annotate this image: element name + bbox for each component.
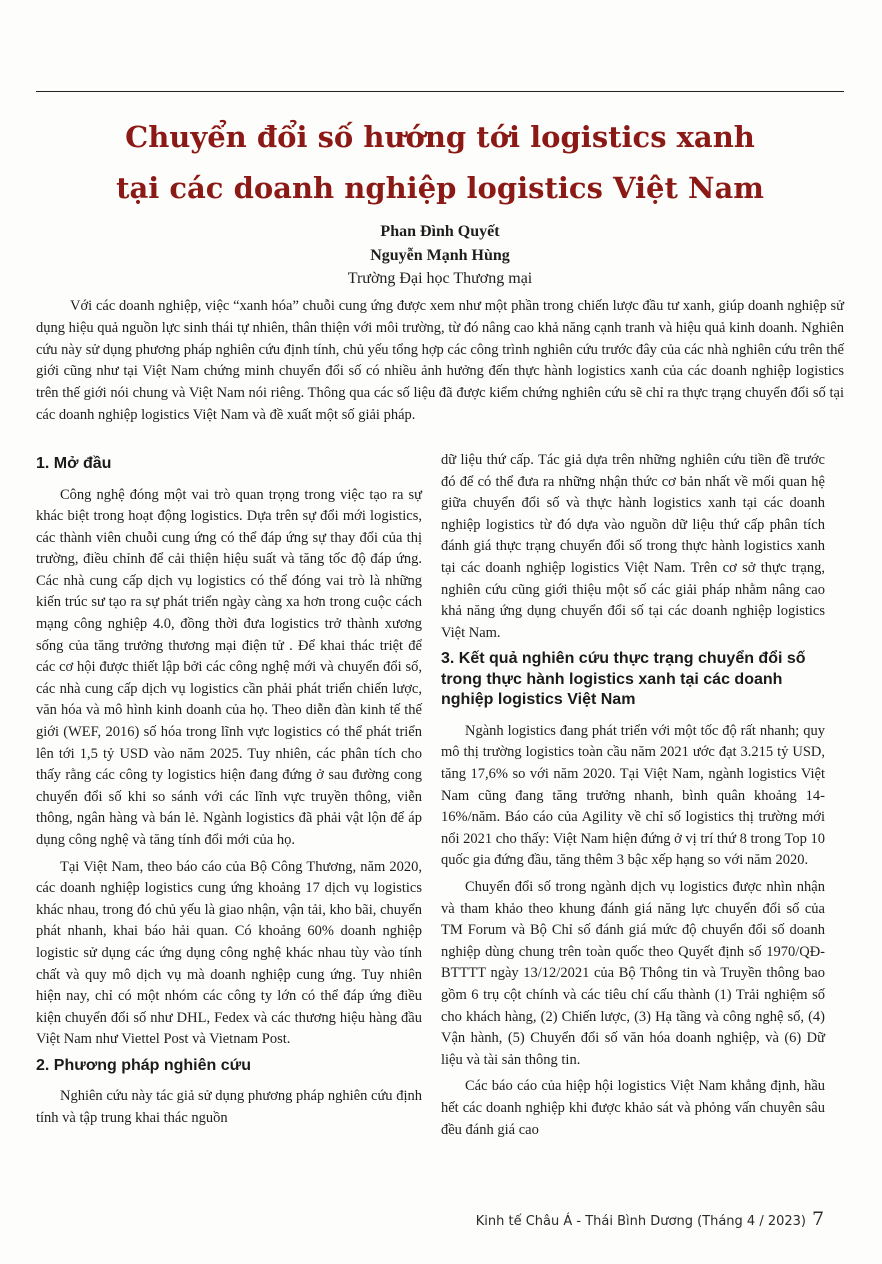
- section-3-paragraph-3: Các báo cáo của hiệp hội logistics Việt Nam khẳng định, hầu hết các doanh nghiệp khi được khảo sát và phỏng vấn chuyên sâu đều đánh giá cao: [441, 1078, 825, 1138]
- section-3-paragraph-1: Ngành logistics đang phát triển với một tốc độ rất nhanh; quy mô thị trường logistics toàn cầu năm 2021 ước đạt 3.215 tỷ USD, tăng 17,6% so với năm 2020. Tại Việt Nam, ngành logistics Việt Nam cũng đang tăng trưởng nhanh, bình quân khoảng 14-16%/năm. Báo cáo của Agility về chỉ số logistics thị trường mới nổi 2021 cho thấy: Việt Nam hiện đứng ở vị trí thứ 8 trong Top 10 quốc gia đứng đầu, tăng thêm 3 bậc xếp hạng so với năm 2020.: [441, 722, 825, 869]
- page-number: 7: [812, 1208, 825, 1230]
- section-2-paragraph-1-continued: dữ liệu thứ cấp. Tác giả dựa trên những nghiên cứu tiền đề trước đó để có thể đưa ra những nhận thức cơ bản nhất về mối quan hệ giữa chuyển đổi số và thực hành logistics xanh tại các doanh nghiệp logistics từ đó dựa vào nguồn dữ liệu thứ cấp phân tích đánh giá thực trạng chuyển đổi số trong thực hành logistics xanh tại các doanh nghiệp logistics Việt Nam. Trên cơ sở thực trạng, nghiên cứu cũng giới thiệu một số các giải pháp nhằm nâng cao khả năng ứng dụng chuyển đổi số tại các doanh nghiệp logistics Việt Nam.: [441, 452, 825, 641]
- author-2: Nguyễn Mạnh Hùng: [370, 247, 510, 264]
- top-rule: [36, 91, 844, 92]
- section-3-paragraph-2: Chuyển đổi số trong ngành dịch vụ logistics được nhìn nhận và tham khảo theo khung đánh giá năng lực chuyển đổi số của TM Forum và Bộ Chỉ số đánh giá mức độ chuyển đổi số doanh nghiệp dùng chung trên toàn quốc theo Quyết định số 1970/QĐ-BTTTT ngày 13/12/2021 của Bộ Thông tin và Truyền thông bao gồm 6 trụ cột chính và các tiêu chí cấu thành (1) Trải nghiệm số cho khách hàng, (2) Chiến lược, (3) Hạ tầng và công nghệ số, (4) Vận hành, (5) Chuyển đổi số văn hóa doanh nghiệp, và (6) Dữ liệu và tài sản thông tin.: [441, 879, 825, 1068]
- author-1: Phan Đình Quyết: [380, 223, 500, 240]
- left-column: [36, 450, 422, 1135]
- section-2-paragraph-1: Nghiên cứu này tác giả sử dụng phương pháp nghiên cứu định tính và tập trung khai thác nguồn: [36, 1088, 422, 1127]
- section-1-paragraph-1: Công nghệ đóng một vai trò quan trọng trong việc tạo ra sự khác biệt trong hoạt động logistics. Dựa trên sự đổi mới logistics, các thành viên chuỗi cung ứng có thể đáp ứng sự thay đổi của thị trường, điều chỉnh để cải thiện hiệu suất và tăng tốc độ đáp ứng. Các nhà cung cấp dịch vụ logistics có thể đóng vai trò là những kiến trúc sư tạo ra sự phát triển ngày càng xa hơn trong cuộc cách mạng công nghiệp 4.0, đồng thời đưa logistics trở thành xương sống của tăng trưởng thương mại điện tử . Để khai thác triệt để các cơ hội được thiết lập bởi các công nghệ mới và chuyển đổi số, các nhà cung cấp dịch vụ logistics cần phải phát triển chiến lược, văn hóa và mô hình kinh doanh của họ. Theo diễn đàn kinh tế thế giới (WEF, 2016) số hóa trong lĩnh vực logistics có thể phát triển lên tới 1,5 tỷ USD vào năm 2025. Tuy nhiên, các phân tích cho thấy rằng các công ty logistics hiện đang đứng ở sau đường cong chuyển đổi số khi so sánh với các lĩnh vực truyền thông, viễn thông, ngân hàng và bán lẻ. Ngành logistics đã phải vật lộn để áp dụng công nghệ và tăng tính đổi mới của họ.: [36, 486, 422, 848]
- article-title-line-2: tại các doanh nghiệp logistics Việt Nam: [116, 171, 764, 205]
- section-3-heading: 3. Kết quả nghiên cứu thực trạng chuyển đổi số trong thực hành logistics xanh tại các doanh nghiệp logistics Việt Nam: [441, 650, 806, 709]
- abstract: Với các doanh nghiệp, việc “xanh hóa” chuỗi cung ứng được xem như một phần trong chiến lược đầu tư xanh, giúp doanh nghiệp sử dụng hiệu quả nguồn lực sinh thái tự nhiên, thân thiện với môi trường, từ đó nâng cao khả năng cạnh tranh và hiệu quả kinh doanh. Nghiên cứu này sử dụng phương pháp nghiên cứu định tính, chủ yếu tổng hợp các công trình nghiên cứu trước đây của các nhà nghiên cứu trên thế giới cũng như tại Việt Nam chứng minh chuyển đổi số có nhiều ảnh hưởng đến thực hành logistics xanh của các doanh nghiệp logistics trên thế giới nói chung và Việt Nam nói riêng. Thông qua các số liệu đã được kiểm chứng nghiên cứu sẽ chỉ ra thực trạng chuyển đổi số tại các doanh nghiệp logistics Việt Nam và đề xuất một số giải pháp.: [36, 298, 844, 423]
- right-column: [441, 450, 825, 1146]
- article-title-line-1: Chuyển đổi số hướng tới logistics xanh: [125, 120, 755, 154]
- section-1-paragraph-2: Tại Việt Nam, theo báo cáo của Bộ Công Thương, năm 2020, các doanh nghiệp logistics cung ứng khoảng 17 dịch vụ logistics khác nhau, trong đó chủ yếu là giao nhận, vận tải, kho bãi, chuyển phát nhanh, khai báo hải quan. Có khoảng 60% doanh nghiệp logistic sử dụng các ứng dụng công nghệ khác nhau tùy vào tính chất và quy mô dịch vụ mà doanh nghiệp cung ứng. Tuy nhiên hiện nay, chỉ có một nhóm các công ty lớn có thể đáp ứng điều kiện chuyển đổi số như DHL, Fedex và các thương hiệu hàng đầu Việt Nam như Viettel Post và Vietnam Post.: [36, 858, 422, 1048]
- section-1-heading: 1. Mở đầu: [36, 455, 112, 472]
- journal-footer: Kinh tế Châu Á - Thái Bình Dương (Tháng 4 / 2023): [475, 1214, 806, 1229]
- section-2-heading: 2. Phương pháp nghiên cứu: [36, 1056, 251, 1074]
- affiliation: Trường Đại học Thương mại: [347, 270, 533, 287]
- article-title: [36, 112, 844, 214]
